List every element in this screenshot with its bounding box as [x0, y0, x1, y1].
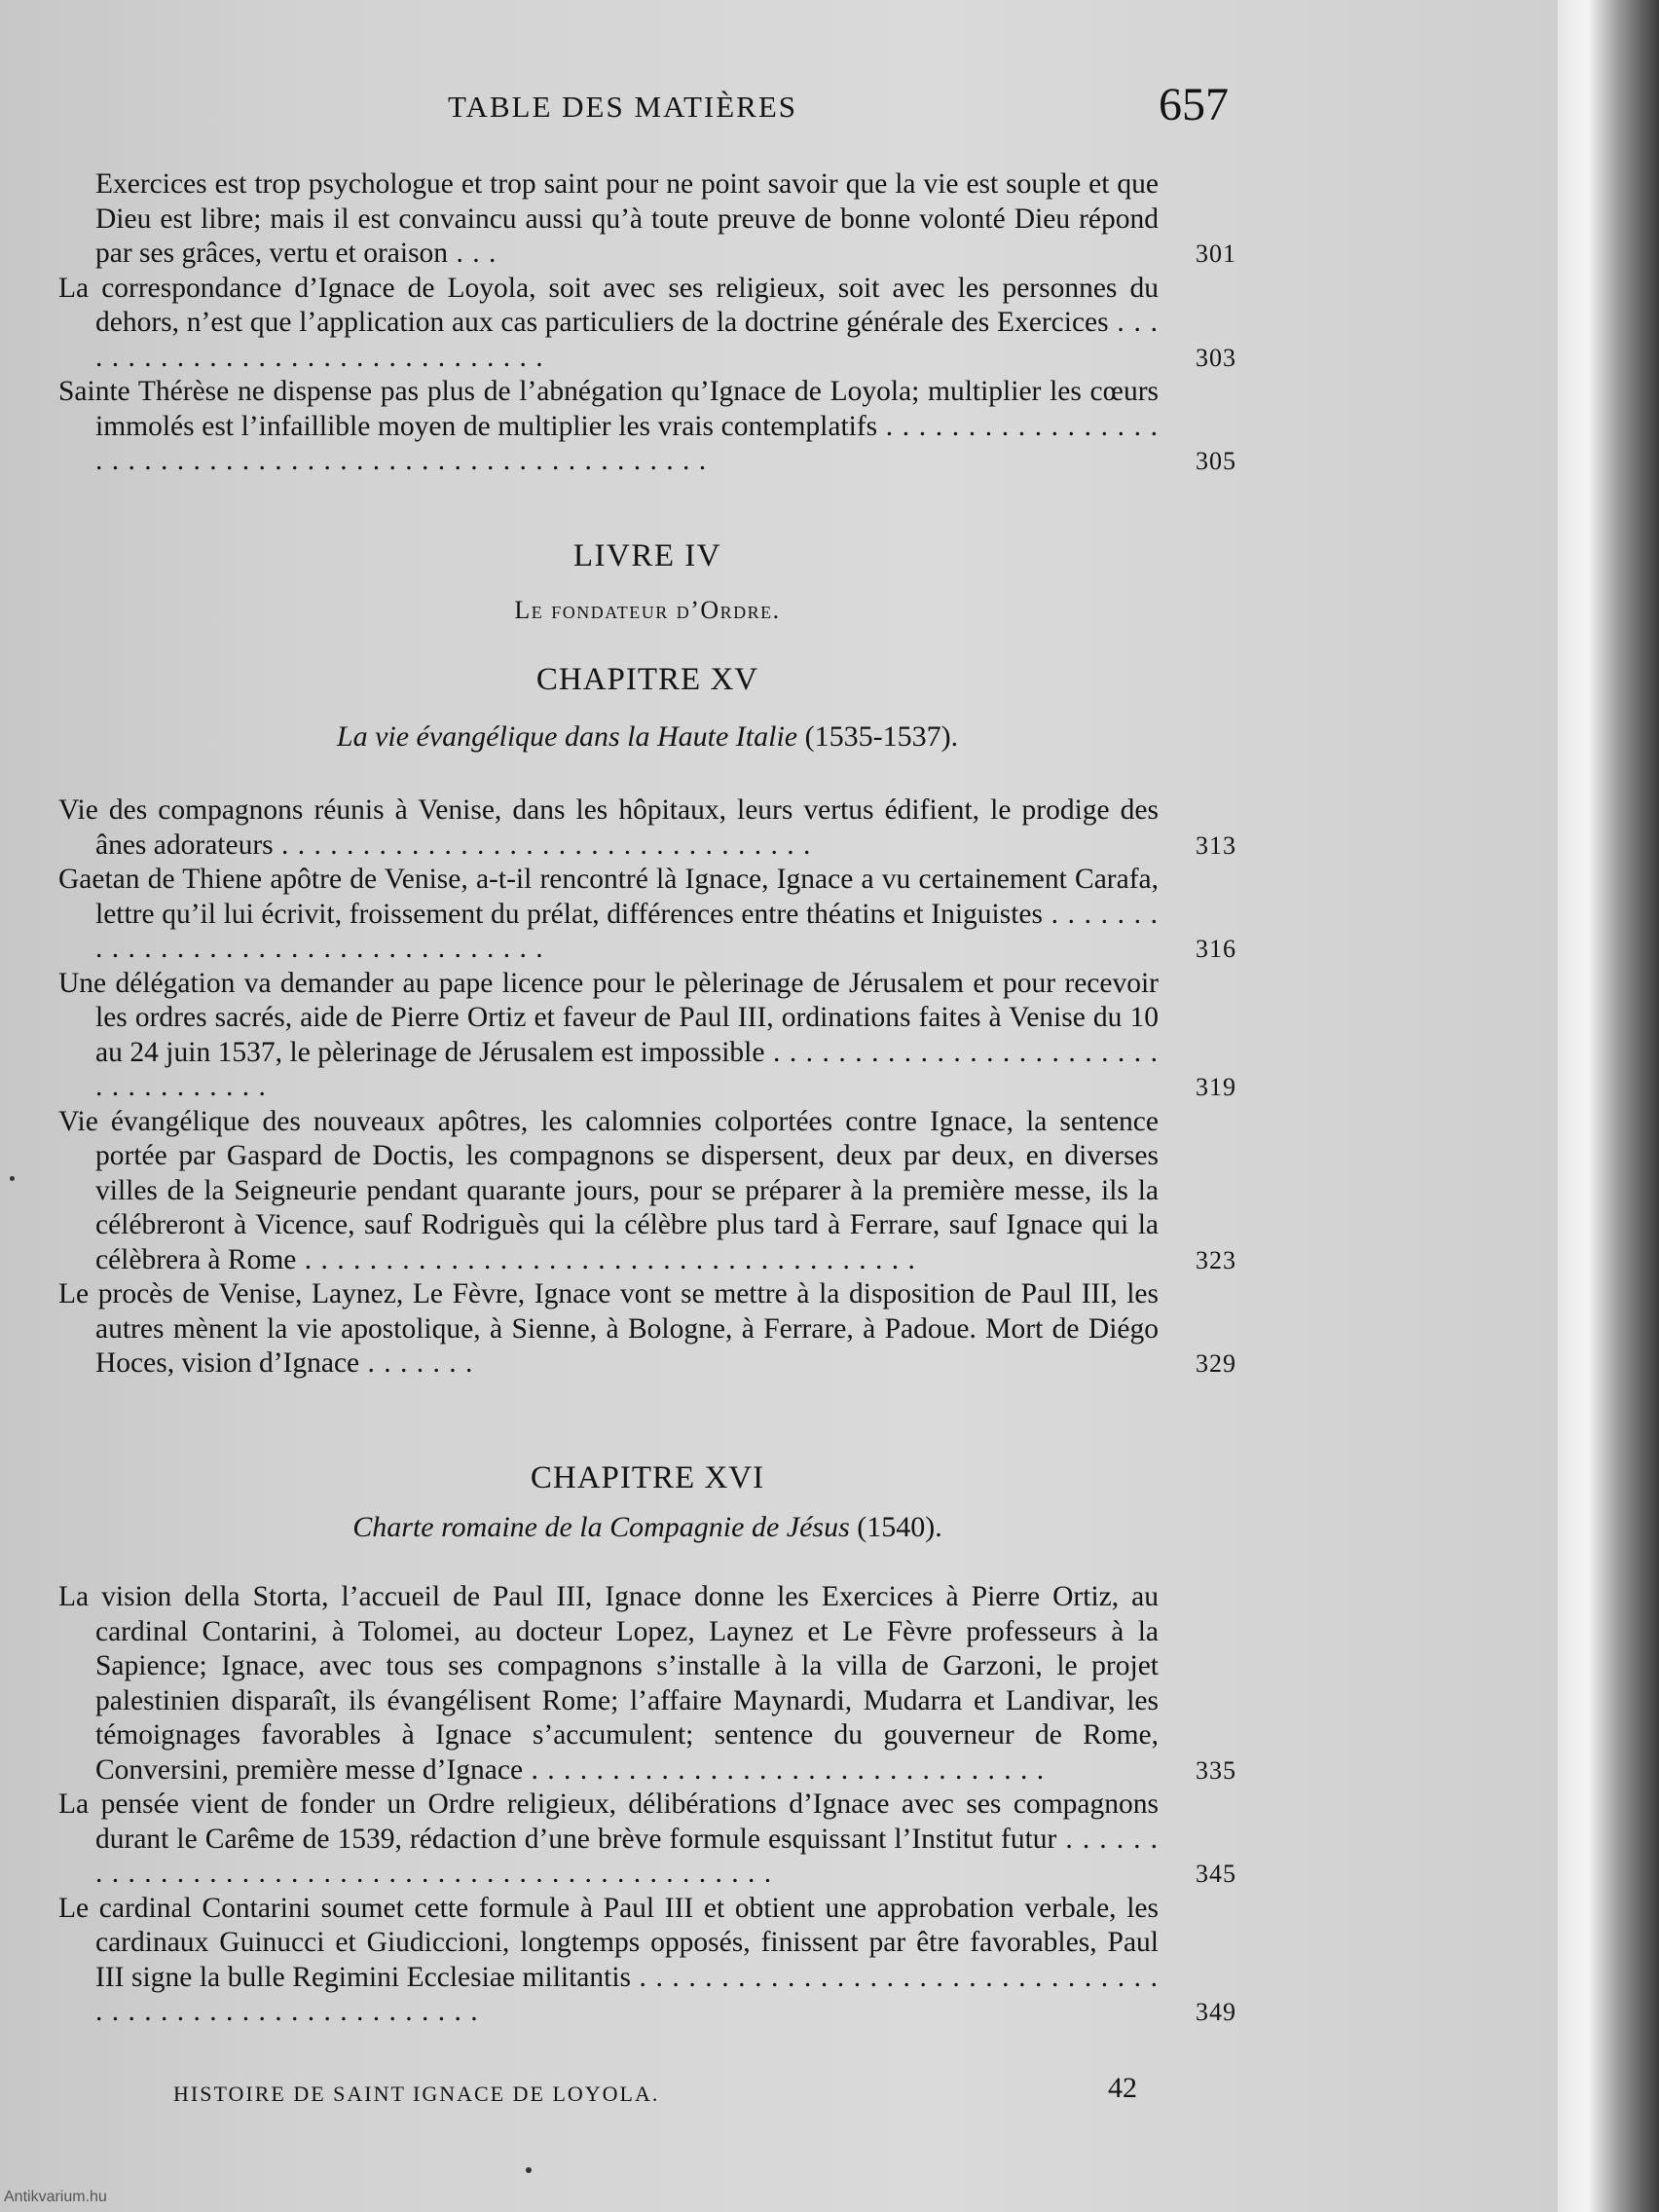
ink-speck	[10, 1176, 15, 1181]
toc-entry: Sainte Thérèse ne dispense pas plus de l’abnégation qu’Ignace de Loyola; multiplier les cœurs immolés est l’infaillible moyen de multiplier les vrais contemplatifs . . . . . . . . . . . . . . . . . . . . . . . . . . . . . . . . . . . . . . . . . . . . . . . . . . . . . . . 305	[58, 375, 1236, 479]
entry-page: 349	[1196, 1998, 1236, 2026]
chapter-15-subtitle-main: La vie évangélique dans la Haute Italie	[336, 720, 798, 753]
running-header: TABLE DES MATIÈRES	[448, 90, 798, 124]
toc-entry: La pensée vient de fonder un Ordre religieux, délibérations d’Ignace avec ses compagnons durant le Carême de 1539, rédaction d’une brève formule esquissant l’Institut futur . . . . . . . . . . . . . . . . . . . . . . . . . . . . . . . . . . . . . . . . . . . . . . . . 345	[58, 1788, 1236, 1892]
chapter-15-subtitle-dates: (1535-1537).	[804, 720, 959, 753]
entry-page: 323	[1196, 1245, 1236, 1274]
toc-entry: Vie évangélique des nouveaux apôtres, les calomnies colportées contre Ignace, la sentence portée par Gaspard de Doctis, les compagnons se dispersent, deux par deux, en diverses villes de la Seigneurie pendant quarante jours, pour se préparer à la première messe, ils la célébreront à Vicence, sauf Rodriguès qui la célèbre plus tard à Ferrare, sauf Ignace qui la célèbrera à Rome . . . . . . . . . . . . . . . . . . . . . . . . . . . . . . . . . . . . . . 323	[58, 1105, 1236, 1278]
footer-book-title: HISTOIRE DE SAINT IGNACE DE LOYOLA.	[173, 2082, 660, 2106]
signature-mark: 42	[1108, 2072, 1137, 2104]
entry-text: Gaetan de Thiene apôtre de Venise, a-t-il rencontré là Ignace, Ignace a vu certainement Carafa, lettre qu’il lui écrivit, froissement du prélat, différences entre théatins et Iniguistes	[58, 864, 1159, 930]
entry-text: La vision della Storta, l’accueil de Paul III, Ignace donne les Exercices à Pierre Ortiz, au cardinal Contarini, à Tolomei, au docteur Lopez, Laynez et Le Fèvre professeurs à la Sapience; Ignace, avec tous ses compagnons s’installe à la villa de Garzoni, le projet palestinien disparaît, ils évangélisent Rome; l’affaire Maynardi, Mudarra et Landivar, les témoignages favorables à Ignace s’accumulent; sentence du gouverneur de Rome, Conversini, première messe d’Ignace	[58, 1581, 1159, 1786]
toc-entry: Exercices est trop psychologue et trop saint pour ne point savoir que la vie est souple et que Dieu est libre; mais il est convaincu aussi qu’à toute preuve de bonne volonté Dieu répond par ses grâces, vertu et oraison . . . 301	[58, 167, 1236, 272]
entry-text: Vie des compagnons réunis à Venise, dans les hôpitaux, leurs vertus édifient, le prodige des ânes adorateurs	[58, 794, 1159, 861]
chapter-16-title: CHAPITRE XVI	[530, 1460, 765, 1495]
chapter-16-subtitle	[0, 1511, 1295, 1544]
toc-entry: La vision della Storta, l’accueil de Paul III, Ignace donne les Exercices à Pierre Ortiz, au cardinal Contarini, à Tolomei, au docteur Lopez, Laynez et Le Fèvre professeurs à la Sapience; Ignace, avec tous ses compagnons s’installe à la villa de Garzoni, le projet palestinien disparaît, ils évangélisent Rome; l’affaire Maynardi, Mudarra et Landivar, les témoignages favorables à Ignace s’accumulent; sentence du gouverneur de Rome, Conversini, première messe d’Ignace . . . . . . . . . . . . . . . . . . . . . . . . . . . . . . . . 335	[58, 1580, 1236, 1788]
entry-page: 303	[1196, 343, 1236, 372]
entry-page: 319	[1196, 1073, 1236, 1101]
watermark: Antikvarium.hu	[4, 2189, 107, 2205]
entry-page: 345	[1196, 1860, 1236, 1888]
livre-subtitle: Le fondateur d’Ordre.	[514, 596, 781, 624]
chapter-15-subtitle	[0, 720, 1295, 754]
entry-page: 301	[1196, 240, 1236, 268]
chapter-16-entries	[58, 1580, 1236, 2030]
entry-text: La pensée vient de fonder un Ordre religieux, délibérations d’Ignace avec ses compagnons durant le Carême de 1539, rédaction d’une brève formule esquissant l’Institut futur	[58, 1788, 1159, 1855]
entry-text: La correspondance d’Ignace de Loyola, soit avec ses religieux, soit avec les personnes du dehors, n’est que l’application aux cas particuliers de la doctrine générale des Exercices	[58, 272, 1159, 338]
toc-entry: Une délégation va demander au pape licence pour le pèlerinage de Jérusalem et pour recevoir les ordres sacrés, aide de Pierre Ortiz et faveur de Paul III, ordinations faites à Venise du 10 au 24 juin 1537, le pèlerinage de Jérusalem est impossible . . . . . . . . . . . . . . . . . . . . . . . . . . . . . . . . . . . 319	[58, 967, 1236, 1105]
entry-text: Une délégation va demander au pape licence pour le pèlerinage de Jérusalem et pour recevoir les ordres sacrés, aide de Pierre Ortiz et faveur de Paul III, ordinations faites à Venise du 10 au 24 juin 1537, le pèlerinage de Jérusalem est impossible	[58, 967, 1159, 1068]
intro-entries	[58, 167, 1236, 479]
entry-text: Le procès de Venise, Laynez, Le Fèvre, Ignace vont se mettre à la disposition de Paul III, les autres mènent la vie apostolique, à Sienne, à Bologne, à Ferrare, à Padoue. Mort de Diégo Hoces, vision d’Ignace	[58, 1278, 1159, 1379]
chapter-15-entries	[58, 793, 1236, 1382]
livre-title: LIVRE IV	[572, 538, 722, 573]
chapter-16-subtitle-main: Charte romaine de la Compagnie de Jésus	[352, 1511, 850, 1543]
entry-text: Le cardinal Contarini soumet cette formule à Paul III et obtient une approbation verbale, les cardinaux Guinucci et Giudiccioni, longtemps opposés, finissent par être favorables, Paul III signe la bulle Regimini Ecclesiae militantis	[58, 1892, 1159, 1993]
entry-text: Exercices est trop psychologue et trop saint pour ne point savoir que la vie est souple et que Dieu est libre; mais il est convaincu aussi qu’à toute preuve de bonne volonté Dieu répond par ses grâces, vertu et oraison	[95, 168, 1159, 269]
toc-entry: Le cardinal Contarini soumet cette formule à Paul III et obtient une approbation verbale, les cardinaux Guinucci et Giudiccioni, longtemps opposés, finissent par être favorables, Paul III signe la bulle Regimini Ecclesiae militantis . . . . . . . . . . . . . . . . . . . . . . . . . . . . . . . . . . . . . . . . . . . . . . . . . . . . . . . . 349	[58, 1892, 1236, 2030]
entry-page: 305	[1196, 447, 1236, 475]
chapter-15-title: CHAPITRE XV	[535, 662, 759, 697]
toc-entry: Le procès de Venise, Laynez, Le Fèvre, Ignace vont se mettre à la disposition de Paul III, les autres mènent la vie apostolique, à Sienne, à Bologne, à Ferrare, à Padoue. Mort de Diégo Hoces, vision d’Ignace . . . . . . . 329	[58, 1277, 1236, 1382]
entry-page: 335	[1196, 1755, 1236, 1785]
ink-speck	[526, 2167, 532, 2173]
toc-entry: Gaetan de Thiene apôtre de Venise, a-t-il rencontré là Ignace, Ignace a vu certainement Carafa, lettre qu’il lui écrivit, froissement du prélat, différences entre théatins et Iniguistes . . . . . . . . . . . . . . . . . . . . . . . . . . . . . . . . . . . 316	[58, 863, 1236, 967]
toc-entry: Vie des compagnons réunis à Venise, dans les hôpitaux, leurs vertus édifient, le prodige des ânes adorateurs . . . . . . . . . . . . . . . . . . . . . . . . . . . . . . . . . 313	[58, 793, 1236, 863]
entry-text: Sainte Thérèse ne dispense pas plus de l’abnégation qu’Ignace de Loyola; multiplier les cœurs immolés est l’infaillible moyen de multiplier les vrais contemplatifs	[58, 376, 1159, 442]
book-spine	[1558, 0, 1659, 2212]
entry-page: 313	[1196, 830, 1236, 860]
chapter-16-subtitle-dates: (1540).	[857, 1511, 942, 1543]
entry-text: Vie évangélique des nouveaux apôtres, les calomnies colportées contre Ignace, la sentence portée par Gaspard de Doctis, les compagnons se dispersent, deux par deux, en diverses villes de la Seigneurie pendant quarante jours, pour se préparer à la première messe, ils la célébreront à Vicence, sauf Rodriguès qui la célèbre plus tard à Ferrare, sauf Ignace qui la célèbrera à Rome	[58, 1105, 1159, 1275]
entry-page: 316	[1196, 935, 1236, 963]
page-number: 657	[1159, 79, 1229, 130]
entry-page: 329	[1196, 1349, 1236, 1378]
toc-entry: La correspondance d’Ignace de Loyola, soit avec ses religieux, soit avec les personnes du dehors, n’est que l’application aux cas particuliers de la doctrine générale des Exercices . . . . . . . . . . . . . . . . . . . . . . . . . . . . . . . 303	[58, 272, 1236, 376]
